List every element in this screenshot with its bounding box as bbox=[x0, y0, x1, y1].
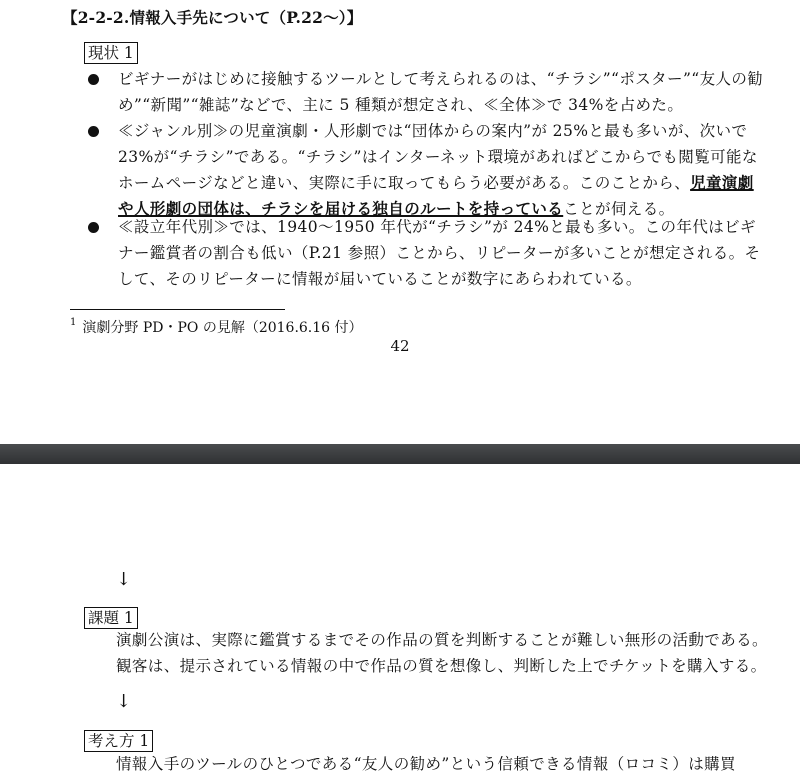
bullet-text-2-post: ことが伺える。 bbox=[563, 200, 675, 218]
footnote-mark: 1 bbox=[70, 317, 77, 328]
bullet-text-1: ビギナーがはじめに接触するツールとして考えられるのは、“チラシ”“ポスター”“友人の勧め”“新聞”“雑誌”などで、主に 5 種類が想定され、≪全体≫で 34%を占めた。 bbox=[118, 70, 764, 114]
page-number: 42 bbox=[390, 337, 410, 355]
bullet-item-2 bbox=[84, 118, 764, 222]
footnote-divider bbox=[70, 309, 285, 310]
issue-label-box: 課題 1 bbox=[84, 607, 138, 629]
section-heading: 【2-2-2.情報入手先について（P.22〜）】 bbox=[62, 8, 363, 27]
footnote-text: 演劇分野 PD・PO の見解（2016.6.16 付） bbox=[82, 320, 363, 336]
bullet-text-2-emphasis: 児童演劇や人形劇の団体は、チラシを届ける独自のルートを持っている bbox=[118, 173, 754, 218]
issue-line-1: 演劇公演は、実際に鑑賞するまでその作品の質を判断することが難しい無形の活動である。 bbox=[116, 631, 768, 649]
bullet-text-2-pre: ≪ジャンル別≫の児童演劇・人形劇では“団体からの案内”が 25%と最も多いが、次いで 23%が“チラシ”である。“チラシ”はインターネット環境があればどこからでも閲覧可能なホームページなどと違い、実際に手に取ってもらう必要がある。このことから、 bbox=[118, 122, 758, 192]
bullet-item-1 bbox=[84, 66, 764, 118]
status-label-box: 現状 1 bbox=[84, 42, 138, 64]
down-arrow-icon: ↓ bbox=[116, 691, 132, 712]
bullet-item-3 bbox=[84, 214, 764, 292]
down-arrow-icon: ↓ bbox=[116, 569, 132, 590]
page-separator bbox=[0, 444, 800, 464]
bullet-text-2 bbox=[118, 118, 764, 222]
bullet-dot-icon bbox=[88, 74, 99, 85]
footnote bbox=[70, 317, 363, 337]
bullet-text-3: ≪設立年代別≫では、1940〜1950 年代が“チラシ”が 24%と最も多い。この年代はビギナー鑑賞者の割合も低い（P.21 参照）ことから、リピーターが多いことが想定される。そして、そのリピーターに情報が届いていることが数字にあらわれている。 bbox=[118, 218, 761, 288]
document-page-43 bbox=[0, 464, 800, 773]
approach-line-1: 情報入手のツールのひとつである“友人の勧め”という信頼できる情報（ロコミ）は購買 bbox=[116, 755, 736, 773]
issue-line-2: 観客は、提示されている情報の中で作品の質を想像し、判断した上でチケットを購入する。 bbox=[116, 657, 767, 675]
bullet-dot-icon bbox=[88, 222, 99, 233]
approach-label-box: 考え方 1 bbox=[84, 730, 153, 752]
bullet-dot-icon bbox=[88, 126, 99, 137]
